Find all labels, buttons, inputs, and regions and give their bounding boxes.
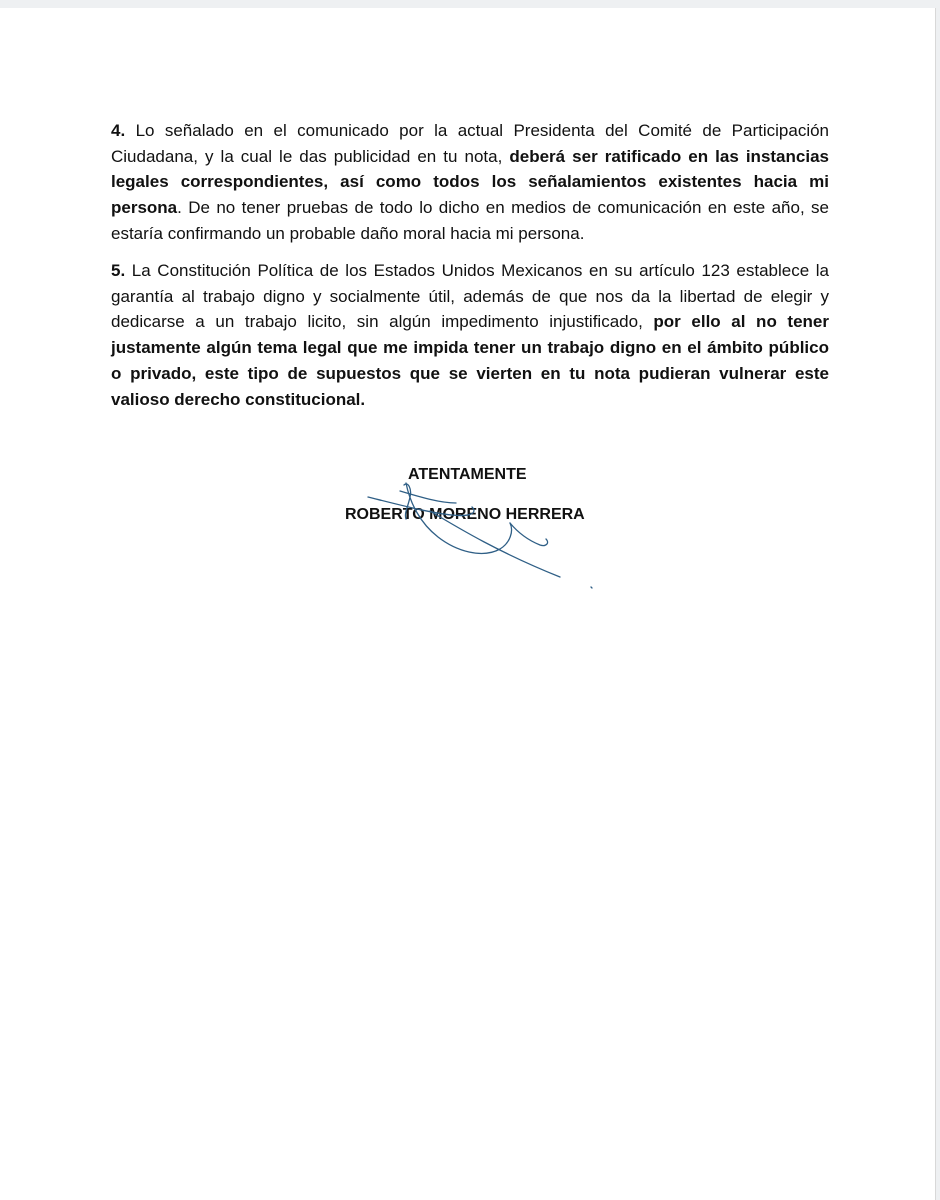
paragraph-4-text-2: . De no tener pruebas de todo lo dicho en medios de comunicación en este año, se estaría confirmando un probable daño moral hacia mi persona. [111,198,829,243]
document-page [0,8,936,1200]
paragraph-5-number: 5. [111,261,126,280]
paragraph-5-text-bold: por ello al no tener justamente algún tema legal que me impida tener un trabajo digno en el ámbito público o privado, este tipo de supuestos que se vierten en tu nota pudieran vulnerar este valioso derecho constitucional. [111,312,829,409]
signature-stroke [591,587,592,588]
paragraph-4 [111,118,829,247]
paragraph-5 [111,258,829,412]
handwritten-signature [360,463,600,603]
signature-stroke [510,523,548,546]
closing-salutation: ATENTAMENTE [408,466,527,483]
signer-name: ROBERTO MORENO HERRERA [345,506,585,523]
signature-stroke [406,483,512,553]
paragraph-4-text-1: Lo señalado en el comunicado por la actual Presidenta del Comité de Participación Ciudadana, y la cual le das publicidad en tu nota, [111,121,829,166]
paragraph-4-number: 4. [111,121,126,140]
paragraph-5-text-1: La Constitución Política de los Estados Unidos Mexicanos en su artículo 123 establece la garantía al trabajo digno y socialmente útil, además de que nos da la libertad de elegir y dedicarse a un trabajo licito, sin algún impedimento injustificado, [111,261,829,332]
paragraph-4-text-bold: deberá ser ratificado en las instancias legales correspondientes, así como todos los señalamientos existentes hacia mi persona [111,146,829,218]
signature-stroke [368,497,474,516]
